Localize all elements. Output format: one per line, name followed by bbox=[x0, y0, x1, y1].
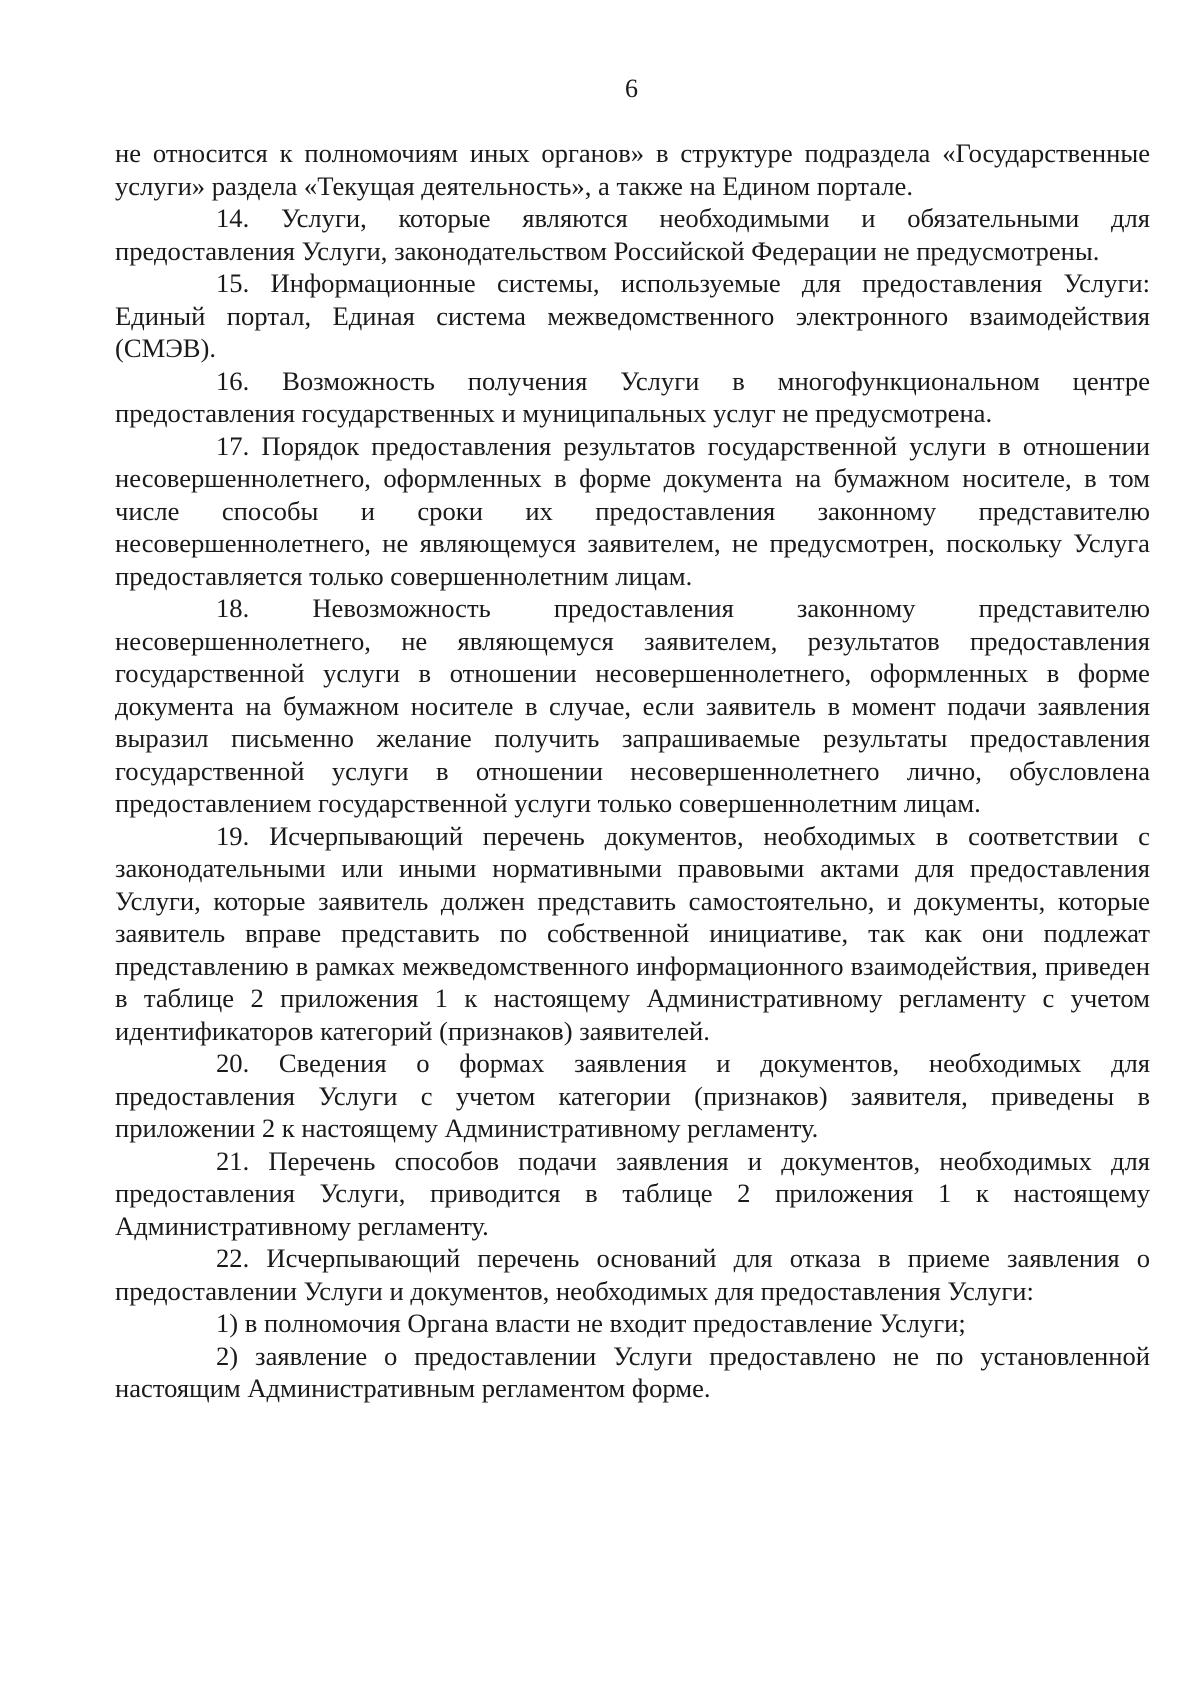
paragraph-item-15: 15. Информационные системы, используемые для предоставления Услуги: Единый портал, Единая система межведомственного электронного взаимодействия (СМЭВ). bbox=[115, 268, 1150, 363]
paragraph-item-19: 19. Исчерпывающий перечень документов, необходимых в соответствии с законодательными или иными нормативными правовыми актами для предоставления Услуги, которые заявитель должен представить самостоятельно, и документы, которые заявитель вправе представить по собственной инициативе, так как они подлежат представлению в рамках межведомственного информационного взаимодействия, приведен в таблице 2 приложения 1 к настоящему Административному регламенту с учетом идентификаторов категорий (признаков) заявителей. bbox=[115, 820, 1150, 1046]
paragraph-continuation: не относится к полномочиям иных органов» в структуре подраздела «Государственные услуги» раздела «Текущая деятельность», а также на Едином портале. bbox=[115, 138, 1150, 201]
paragraph-item-21: 21. Перечень способов подачи заявления и документов, необходимых для предоставления Услуги, приводится в таблице 2 приложения 1 к настоящему Административному регламенту. bbox=[115, 1145, 1150, 1241]
document-body bbox=[115, 137, 1150, 1405]
paragraph-item-17: 17. Порядок предоставления результатов государственной услуги в отношении несовершеннолетнего, оформленных в форме документа на бумажном носителе, в том числе способы и сроки их предоставления законному представителю несовершеннолетнего, не являющемуся заявителем, не предусмотрен, поскольку Услуга предоставляется только совершеннолетним лицам. bbox=[115, 430, 1150, 591]
paragraph-item-22: 22. Исчерпывающий перечень оснований для отказа в приеме заявления о предоставлении Услуги и документов, необходимых для предоставления Услуги: bbox=[115, 1243, 1150, 1306]
paragraph-item-20: 20. Сведения о формах заявления и документов, необходимых для предоставления Услуги с учетом категории (признаков) заявителя, приведены в приложении 2 к настоящему Административному регламенту. bbox=[115, 1048, 1150, 1143]
paragraph-item-16: 16. Возможность получения Услуги в многофункциональном центре предоставления государственных и муниципальных услуг не предусмотрена. bbox=[115, 365, 1150, 428]
paragraph-item-14: 14. Услуги, которые являются необходимыми и обязательными для предоставления Услуги, законодательством Российской Федерации не предусмотрены. bbox=[115, 203, 1150, 266]
paragraph-item-18: 18. Невозможность предоставления законному представителю несовершеннолетнего, не являющемуся заявителем, результатов предоставления государственной услуги в отношении несовершеннолетнего, оформленных в форме документа на бумажном носителе в случае, если заявитель в момент подачи заявления выразил письменно желание получить запрашиваемые результаты предоставления государственной услуги в отношении несовершеннолетнего лично, обусловлена предоставлением государственной услуги только совершеннолетним лицам. bbox=[115, 593, 1150, 818]
list-item-1: 1) в полномочия Органа власти не входит предоставление Услуги; bbox=[216, 1308, 966, 1338]
page-number: 6 bbox=[625, 74, 638, 103]
list-item-2: 2) заявление о предоставлении Услуги предоставлено не по установленной настоящим Административным регламентом форме. bbox=[115, 1340, 1150, 1403]
